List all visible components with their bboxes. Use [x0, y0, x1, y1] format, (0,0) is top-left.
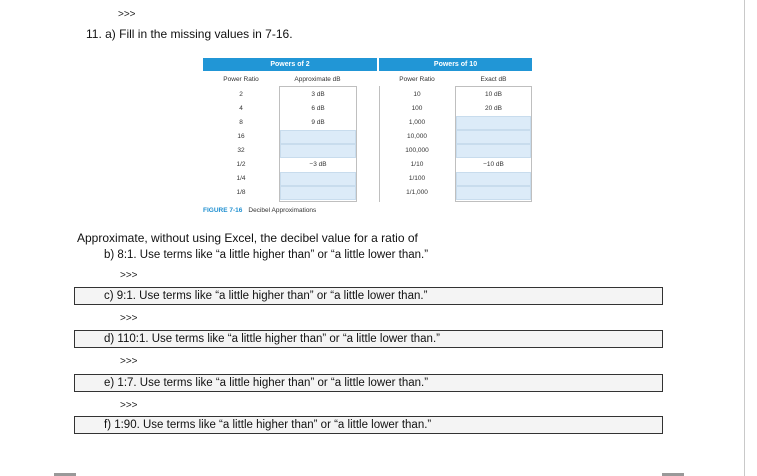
blank-answer-cell[interactable]: [456, 186, 531, 200]
table-cell: 10 dB: [485, 91, 502, 98]
table-cell: 1,000: [408, 119, 426, 126]
figure-number: FIGURE 7-16: [203, 207, 243, 214]
blank-answer-cell[interactable]: [456, 116, 531, 130]
column-header: Power Ratio: [399, 76, 435, 83]
page-edge-divider: [744, 0, 745, 476]
table-cell: 1/10: [410, 161, 424, 168]
question-f: f) 1:90. Use terms like “a little higher than” or “a little lower than.”: [104, 419, 432, 431]
table-divider: [531, 86, 532, 202]
table-cell: 32: [237, 147, 245, 154]
prompt-marker: >>>: [120, 400, 138, 411]
blank-answer-cell[interactable]: [456, 144, 531, 158]
table-divider: [455, 86, 532, 87]
header-powers-of-10: Powers of 10: [379, 58, 532, 71]
question-c: c) 9:1. Use terms like “a little higher than” or “a little lower than.”: [104, 290, 428, 302]
blank-answer-cell[interactable]: [280, 144, 356, 158]
blank-answer-cell[interactable]: [456, 172, 531, 186]
table-cell: 1/8: [236, 189, 246, 196]
table-cell: 20 dB: [485, 105, 502, 112]
table-cell: 100: [411, 105, 423, 112]
prompt-marker: >>>: [120, 270, 138, 281]
question-c-box[interactable]: [74, 287, 663, 305]
table-cell: −3 dB: [309, 161, 327, 168]
question-d-box[interactable]: [74, 330, 663, 348]
table-cell: 1/100: [408, 175, 426, 182]
question-title: 11. a) Fill in the missing values in 7-16.: [86, 27, 293, 41]
table-cell: 1/2: [236, 161, 246, 168]
decibel-table: [203, 58, 532, 202]
table-cell: 1/4: [236, 175, 246, 182]
figure-caption: [203, 207, 316, 214]
table-cell: 3 dB: [311, 91, 325, 98]
question-e-box[interactable]: [74, 374, 663, 392]
table-cell: 6 dB: [311, 105, 325, 112]
blank-answer-cell[interactable]: [280, 172, 356, 186]
table-divider: [279, 201, 356, 202]
column-header: Power Ratio: [223, 76, 259, 83]
table-cell: 4: [239, 105, 243, 112]
table-cell: 2: [239, 91, 243, 98]
blank-answer-cell[interactable]: [280, 130, 356, 144]
blank-answer-cell[interactable]: [280, 186, 356, 200]
figure-caption-text: Decibel Approximations: [248, 207, 317, 214]
table-cell: 10: [413, 91, 421, 98]
column-header: Approximate dB: [294, 76, 341, 83]
table-cell: 1/1,000: [406, 189, 428, 196]
table-cell: 10,000: [407, 133, 427, 140]
table-divider: [356, 86, 357, 202]
table-cell: 100,000: [405, 147, 429, 154]
prompt-marker: >>>: [118, 9, 136, 20]
instructions-text: Approximate, without using Excel, the decibel value for a ratio of: [77, 231, 418, 245]
question-d: d) 110:1. Use terms like “a little higher than” or “a little lower than.”: [104, 333, 440, 345]
table-divider: [455, 201, 532, 202]
table-divider: [279, 86, 356, 87]
table-cell: −10 dB: [483, 161, 504, 168]
blank-answer-cell[interactable]: [456, 130, 531, 144]
table-cell: 9 dB: [311, 119, 325, 126]
table-cell: 16: [237, 133, 245, 140]
table-cell: 8: [239, 119, 243, 126]
question-b: b) 8:1. Use terms like “a little higher than” or “a little lower than.”: [104, 249, 429, 261]
header-powers-of-2: Powers of 2: [203, 58, 377, 71]
prompt-marker: >>>: [120, 356, 138, 367]
question-f-box[interactable]: [74, 416, 663, 434]
column-header: Exact dB: [480, 76, 507, 83]
prompt-marker: >>>: [120, 313, 138, 324]
question-e: e) 1:7. Use terms like “a little higher than” or “a little lower than.”: [104, 377, 429, 389]
